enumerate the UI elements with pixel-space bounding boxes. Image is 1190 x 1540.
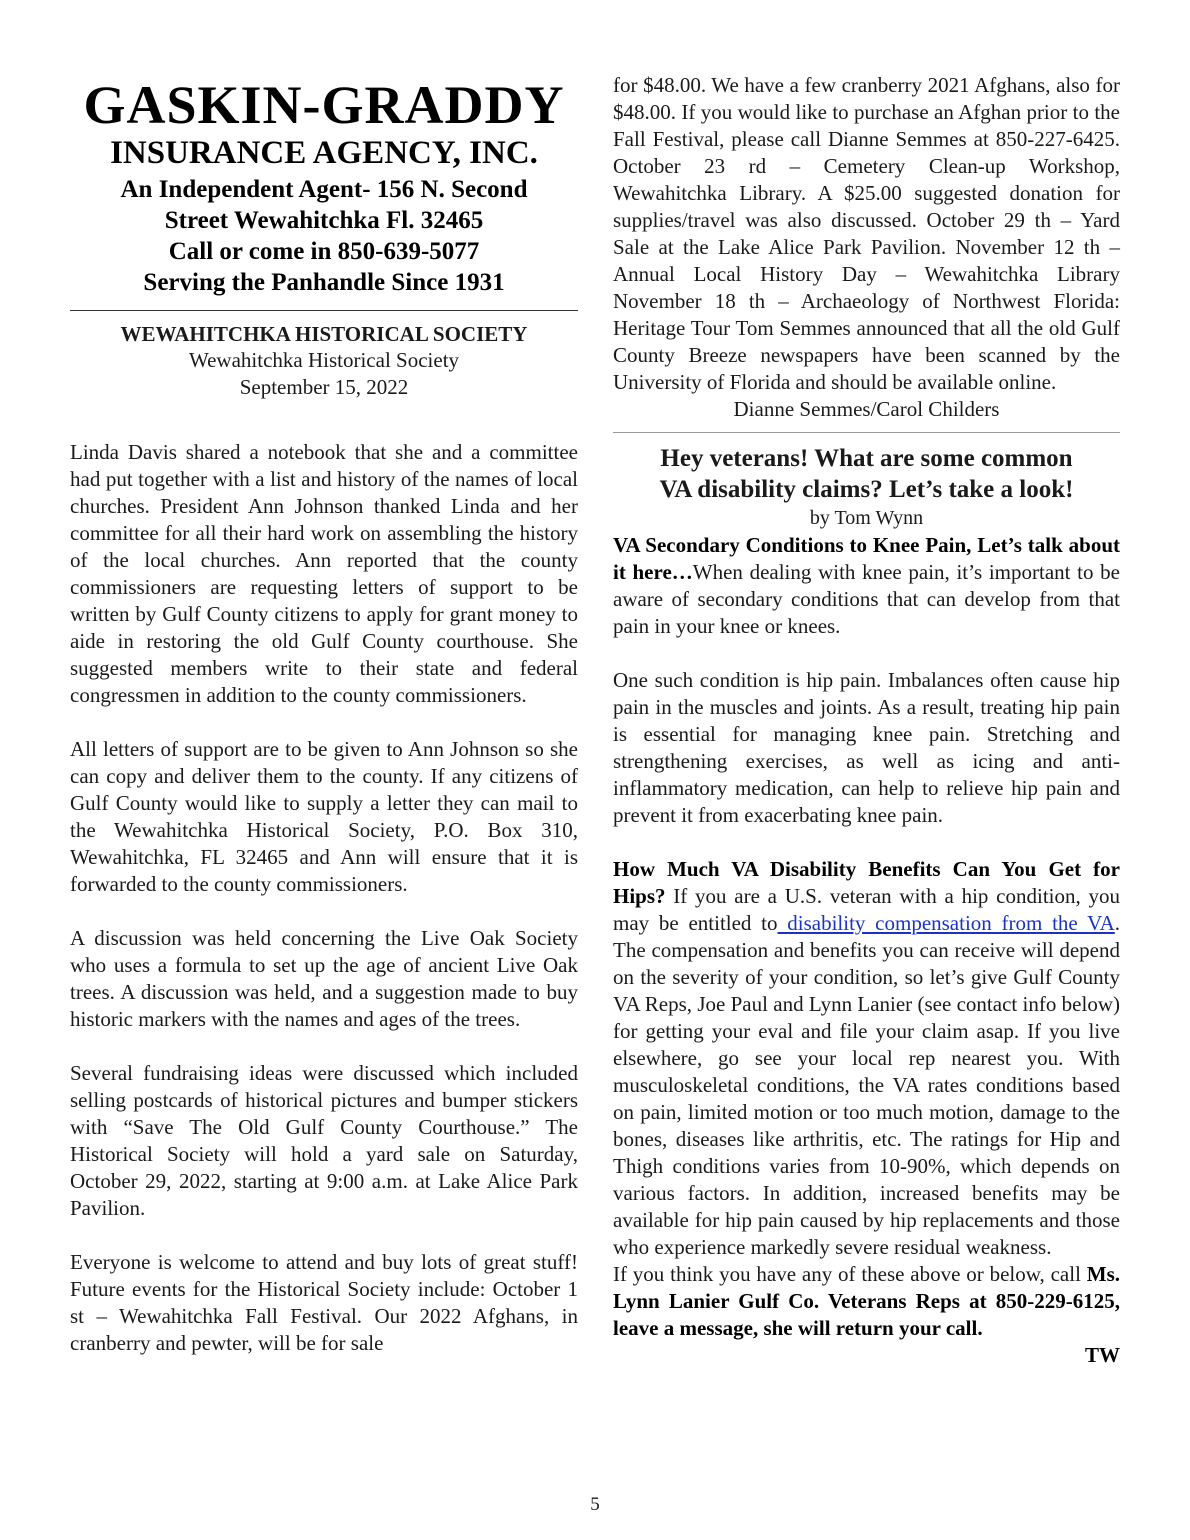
section-divider (70, 310, 578, 311)
historical-society-heading: WEWAHITCHKA HISTORICAL SOCIETY (120, 322, 528, 346)
paragraph-live-oak: A discussion was held concerning the Live Oak Society who uses a formula to set up the age of ancient Live Oak trees. A discussion was held, and a suggestion made to buy historic markers with the names and ages of the trees. (70, 926, 578, 1031)
paragraph-hip-benefits (613, 856, 1120, 1261)
paragraph-hip-pain: One such condition is hip pain. Imbalances often cause hip pain in the muscles and joints. As a result, treating hip pain is essential for managing knee pain. Stretching and strengthening exercises, as well as icing and anti-inflammatory medication, can help to relieve hip pain and prevent it from exacerbating knee pain. (613, 668, 1120, 827)
veterans-title-line-1: Hey veterans! What are some common (660, 445, 1073, 472)
meeting-date: September 15, 2022 (239, 375, 409, 399)
section-divider (613, 432, 1120, 433)
paragraph-letters: All letters of support are to be given to Ann Johnson so she can copy and deliver them to the county. If any citizens of Gulf County would like to supply a letter they can mail to the Wewahitchka Historical Society, P.O. Box 310, Wewahitchka, FL 32465 and Ann will ensure that it is forwarded to the county commissioners. (70, 737, 578, 896)
author-initials: TW (1084, 1343, 1120, 1367)
paragraph-events-continued: for $48.00. We have a few cranberry 2021 Afghans, also for $48.00. If you would like to purchase an Afghan prior to the Fall Festival, please call Dianne Semmes at 850-227-6425. October 23 rd – Cemetery Clean-up Workshop, Wewahitchka Library. A $25.00 suggested donation for supplies/travel was also discussed. October 29 th – Yard Sale at the Lake Alice Park Pavilion. November 12 th – Annual Local History Day – Wewahitchka Library November 18 th – Archaeology of Northwest Florida: Heritage Tour Tom Semmes announced that all the old Gulf County Breeze newspapers have been scanned by the University of Florida and should be available online. (613, 73, 1120, 394)
byline: by Tom Wynn (809, 507, 924, 529)
insurance-advertisement (70, 76, 578, 298)
paragraph-contact (613, 1261, 1120, 1342)
ad-address-line-1: An Independent Agent- 156 N. Second (120, 176, 528, 203)
page-number: 5 (590, 1494, 600, 1515)
knee-pain-text: When dealing with knee pain, it’s important to be aware of secondary conditions that can develop from that pain in your knee or knees. (613, 560, 1120, 638)
disability-compensation-link[interactable]: disability compensation from the VA (777, 911, 1115, 935)
right-column (613, 72, 1120, 1369)
contact-text: If you think you have any of these above or below, call (613, 1262, 1087, 1286)
hip-benefits-text-a: If you are a U.S. veteran with a hip condition, you may be entitled to (613, 884, 1120, 935)
veterans-title-line-2: VA disability claims? Let’s take a look! (659, 476, 1074, 503)
ad-tagline: Serving the Panhandle Since 1931 (143, 269, 505, 296)
paragraph-fundraising: Several fundraising ideas were discussed which included selling postcards of historical pictures and bumper stickers with “Save The Old Gulf County Courthouse.” The Historical Society will hold a yard sale on Saturday, October 29, 2022, starting at 9:00 a.m. at Lake Alice Park Pavilion. (70, 1061, 578, 1220)
article-signature: Dianne Semmes/Carol Childers (733, 397, 1000, 421)
left-column (70, 70, 578, 1357)
hip-benefits-text-b: . The compensation and benefits you can receive will depend on the severity of your condition, so let’s give Gulf County VA Reps, Joe Paul and Lynn Lanier (see contact info below) for getting your eval and file your claim asap. If you live elsewhere, go see your local rep nearest you. With musculoskeletal conditions, the VA rates conditions based on pain, limited motion or too much motion, damage to the bones, diseases like arthritis, etc. The ratings for Hip and Thigh conditions varies from 10-90%, which depends on various factors. In addition, increased benefits may be available for hip pain caused by hip replacements and those who experience markedly severe residual weakness. (613, 911, 1120, 1259)
knee-pain-lead: VA Secondary Conditions to Knee Pain, Let’s talk about it here… (613, 533, 1120, 584)
ad-phone-line: Call or come in 850-639-5077 (168, 238, 480, 265)
ad-address-line-2: Street Wewahitchka Fl. 32465 (164, 207, 484, 234)
historical-society-subheading: Wewahitchka Historical Society (188, 348, 460, 372)
paragraph-future-events: Everyone is welcome to attend and buy lots of great stuff! Future events for the Historical Society include: October 1 st – Wewahitchka Fall Festival. Our 2022 Afghans, in cranberry and pewter, will be for sale (70, 1250, 578, 1355)
hip-benefits-lead: How Much VA Disability Benefits Can You Get for Hips? (613, 857, 1120, 908)
ad-subtitle: INSURANCE AGENCY, INC. (110, 135, 538, 171)
contact-details: Ms. Lynn Lanier Gulf Co. Veterans Reps at 850-229-6125, leave a message, she will return your call. (613, 1262, 1120, 1340)
paragraph-knee-pain (613, 532, 1120, 640)
ad-title: GASKIN-GRADDY (83, 75, 565, 135)
paragraph-churches: Linda Davis shared a notebook that she and a committee had put together with a list and history of the names of local churches. President Ann Johnson thanked Linda and her committee for all their hard work on assembling the history of the local churches. Ann reported that the county commissioners are requesting letters of support to be written by Gulf County citizens to apply for grant money to aide in restoring the old Gulf County courthouse. She suggested members write to their state and federal congressmen in addition to the county commissioners. (70, 440, 578, 707)
